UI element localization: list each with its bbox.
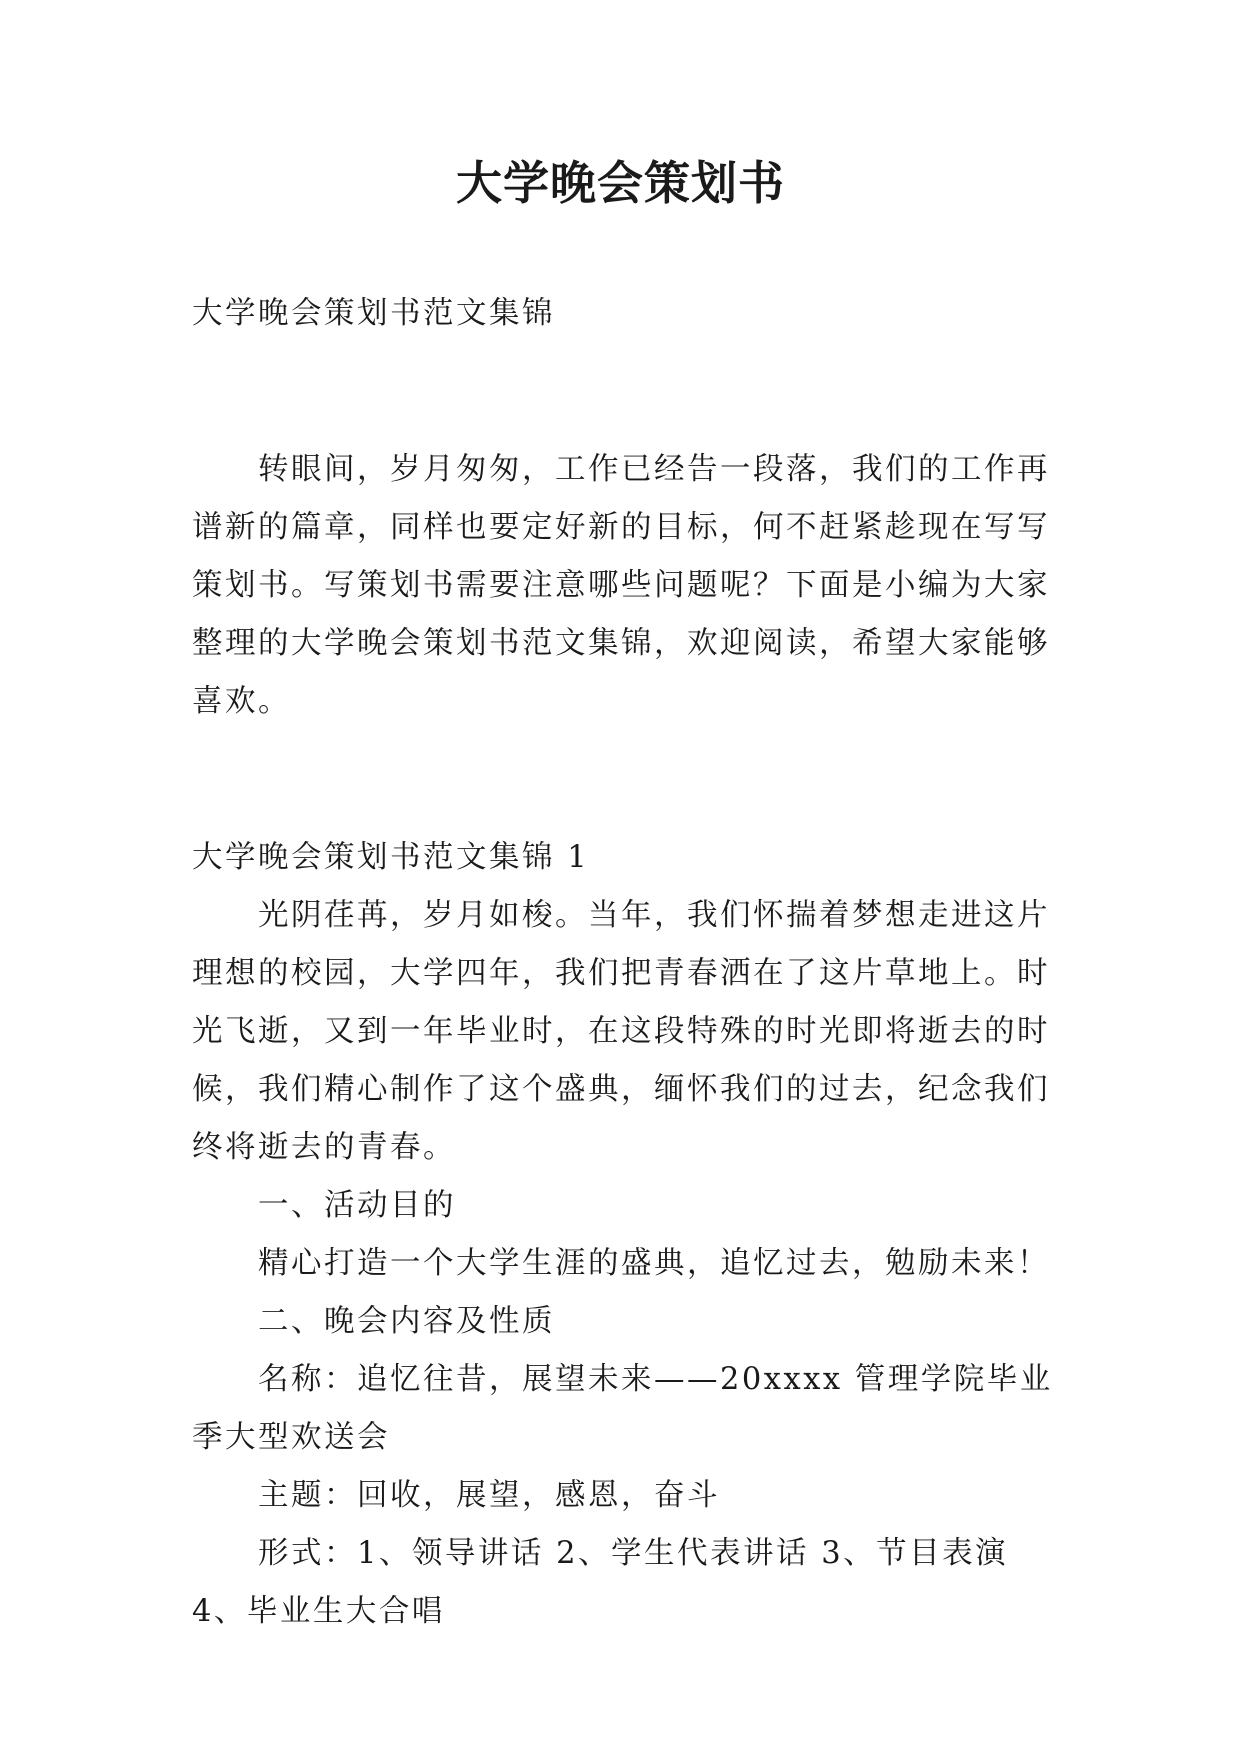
heading-content: 二、晚会内容及性质	[258, 1304, 555, 1339]
heading-purpose: 一、活动目的	[258, 1188, 456, 1223]
theme-line: 主题：回收，展望，感恩，奋斗	[258, 1478, 720, 1513]
spacer	[192, 401, 1062, 441]
document-subtitle: 大学晚会策划书范文集锦	[192, 296, 555, 331]
section-heading: 大学晚会策划书范文集锦 1	[192, 840, 590, 875]
spacer	[192, 731, 1062, 789]
name-line: 名称：追忆往昔，展望未来——20xxxx 管理学院毕业季大型欢送会	[192, 1362, 1053, 1455]
section-paragraph: 光阴荏苒，岁月如梭。当年，我们怀揣着梦想走进这片理想的校园，大学四年，我们把青春洒在了这片草地上。时光飞逝，又到一年毕业时，在这段特殊的时光即将逝去的时候，我们精心制作了这个盛典，缅怀我们的过去，纪念我们终将逝去的青春。	[192, 898, 1050, 1165]
spacer	[192, 343, 1062, 401]
document-title: 大学晚会策划书	[456, 156, 785, 210]
spacer	[192, 789, 1062, 829]
purpose-text: 精心打造一个大学生涯的盛典，追忆过去，勉励未来！	[258, 1246, 1050, 1281]
document-body	[192, 285, 1062, 1641]
form-line: 形式：1、领导讲话 2、学生代表讲话 3、节目表演 4、毕业生大合唱	[192, 1536, 1009, 1629]
intro-paragraph: 转眼间，岁月匆匆，工作已经告一段落，我们的工作再谱新的篇章，同样也要定好新的目标，何不赶紧趁现在写写策划书。写策划书需要注意哪些问题呢？下面是小编为大家整理的大学晚会策划书范文集锦，欢迎阅读，希望大家能够喜欢。	[192, 452, 1050, 719]
